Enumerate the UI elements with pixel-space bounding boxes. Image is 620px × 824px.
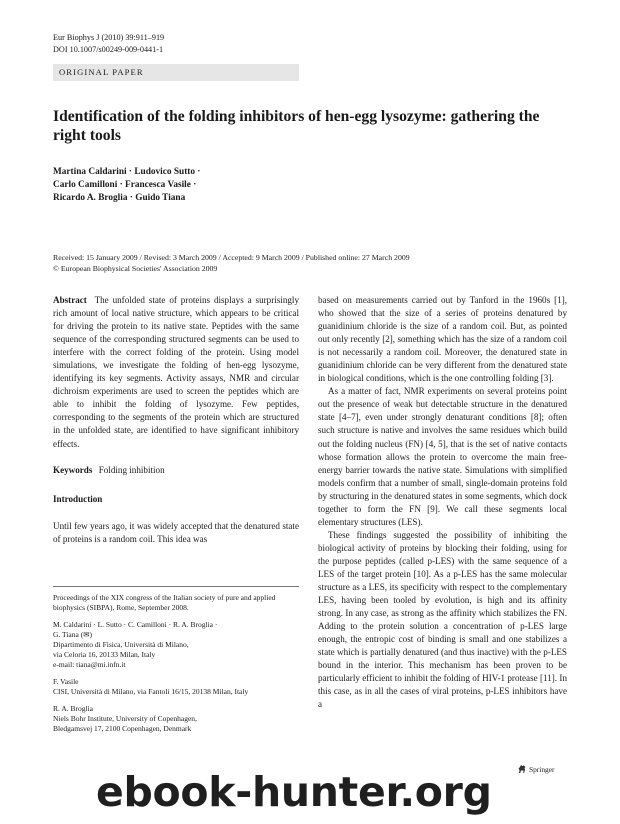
keywords-label: Keywords xyxy=(53,464,93,475)
affiliation-line: via Celoria 16, 20133 Milan, Italy xyxy=(53,650,156,659)
history-dates: Received: 15 January 2009 / Revised: 3 March 2009 / Accepted: 9 March 2009 / Published online: 27 March 2009 xyxy=(53,253,410,262)
affiliation-milan-physics xyxy=(53,620,299,670)
affiliation-line: CISI, Università di Milano, via Fantoli 16/15, 20138 Milan, Italy xyxy=(53,687,249,696)
affiliation-email[interactable]: e-mail: tiana@mi.infn.it xyxy=(53,660,126,669)
publisher-name: Springer xyxy=(529,764,555,774)
keywords-text: Folding inhibition xyxy=(98,464,165,475)
author-line: Ricardo A. Broglia · Guido Tiana xyxy=(53,193,186,204)
journal-citation: Eur Biophys J (2010) 39:911–919 xyxy=(53,33,165,42)
abstract-text: The unfolded state of proteins displays a surprisingly rich amount of local native structure, which appears to be critical for driving the protein to its native state. Peptides with the same sequence of the corresponding structured segments can be used to interfere with the correct folding of the protein. Using model simulations, we investigate the folding of hen-egg lysozyme, identifying its key segments. Activity assays, NMR and circular dichroism experiments are used to screen the peptides which are able to inhibit the folding of lysozyme. Few peptides, corresponding to the segments of the protein which are structured in the unfolded state, are identified to have significant inhibitory effects. xyxy=(53,295,299,449)
body-paragraph: These findings suggested the possibility of inhibiting the biological activity of proteins by blocking their folding, using for the purpose peptides (called p-LES) with the same sequence of a LES of the target protein [10]. As a p-LES has the same molecular structure as a LES, its specificity with respect to the complementary LES, having been tooled by evolution, is high and its affinity strong. In any case, as strong as the affinity which stabilizes the FN. Adding to the protein solution a concentration of p-LES large enough, the entropic cost of binding is small and one stabilizes a state which is partially denatured (and thus inactive) with the p-LES bound in the interior. This mechanism has been proven to be particularly efficient to inhibit the folding of HIV-1 protease [11]. In this case, as in all the cases of viral proteins, p-LES inhibitors have a xyxy=(318,529,567,710)
affiliation-line: R. A. Broglia xyxy=(53,704,94,713)
body-paragraph: As a matter of fact, NMR experiments on several proteins point out the presence of weak but detectable structure in the denatured state [4–7], even under strongly denaturant conditions [8]; often such structure is native and involves the same residues which build out the folding nucleus (FN) [4, 5], that is the set of native contacts whose formation allows the protein to overcome the main free-energy barrier towards the native state. Simulations with simplified models confirm that a number of small, single-domain proteins fold by structuring in the denatured states in some segments, which dock together to form the FN [9]. We call these segments local elementary structures (LES). xyxy=(318,386,567,527)
proceedings-note: Proceedings of the XIX congress of the Italian society of pure and applied biophysics (SIBPA), Rome, September 2008. xyxy=(53,593,276,612)
author-line: Carlo Camilloni · Francesca Vasile · xyxy=(53,180,197,191)
left-column xyxy=(53,294,299,546)
affiliation-line: M. Caldarini · L. Sutto · C. Camilloni · R. A. Broglia · xyxy=(53,620,218,629)
watermark: ebook-hunter.org xyxy=(96,768,492,816)
author-list xyxy=(53,166,200,206)
affiliation-line: Dipartimento di Fisica, Università di Milano, xyxy=(53,640,189,649)
journal-doi: DOI 10.1007/s00249-009-0441-1 xyxy=(53,44,164,54)
paper-type-banner: ORIGINAL PAPER xyxy=(53,64,299,81)
affiliation-niels-bohr xyxy=(53,704,299,734)
abstract-label: Abstract xyxy=(53,295,87,305)
affiliation-line: Niels Bohr Institute, University of Copenhagen, xyxy=(53,714,197,723)
copyright-line: © European Biophysical Societies' Association 2009 xyxy=(53,264,218,273)
introduction-heading: Introduction xyxy=(53,493,103,504)
footnotes xyxy=(53,586,299,741)
introduction-text: Until few years ago, it was widely accepted that the denatured state of proteins is a random coil. This idea was xyxy=(53,520,299,544)
springer-horse-icon xyxy=(517,764,527,774)
affiliation-cisi xyxy=(53,677,299,697)
paper-title: Identification of the folding inhibitors of hen-egg lysozyme: gathering the right tools xyxy=(53,108,540,144)
journal-meta xyxy=(53,32,164,55)
affiliation-line: G. Tiana (✉) xyxy=(53,630,92,639)
right-column xyxy=(318,294,567,712)
publication-dates xyxy=(53,252,410,274)
affiliation-line: Bledgamsvej 17, 2100 Copenhagen, Denmark xyxy=(53,724,192,733)
author-line: Martina Caldarini · Ludovico Sutto · xyxy=(53,167,201,177)
publisher-mark xyxy=(517,764,554,774)
keywords xyxy=(53,464,299,477)
body-paragraph: based on measurements carried out by Tanford in the 1960s [1], who showed that the size of a series of proteins denatured by guanidinium chloride is the size of a random coil. But, as pointed out only recently [2], something which has the size of a random coil is not necessarily a random coil. Moreover, the denatured state in guanidinium chloride can be very different from the denatured state in biological conditions, which is the one controlling folding [3]. xyxy=(318,295,567,384)
affiliation-line: F. Vasile xyxy=(53,677,79,686)
abstract xyxy=(53,294,299,451)
